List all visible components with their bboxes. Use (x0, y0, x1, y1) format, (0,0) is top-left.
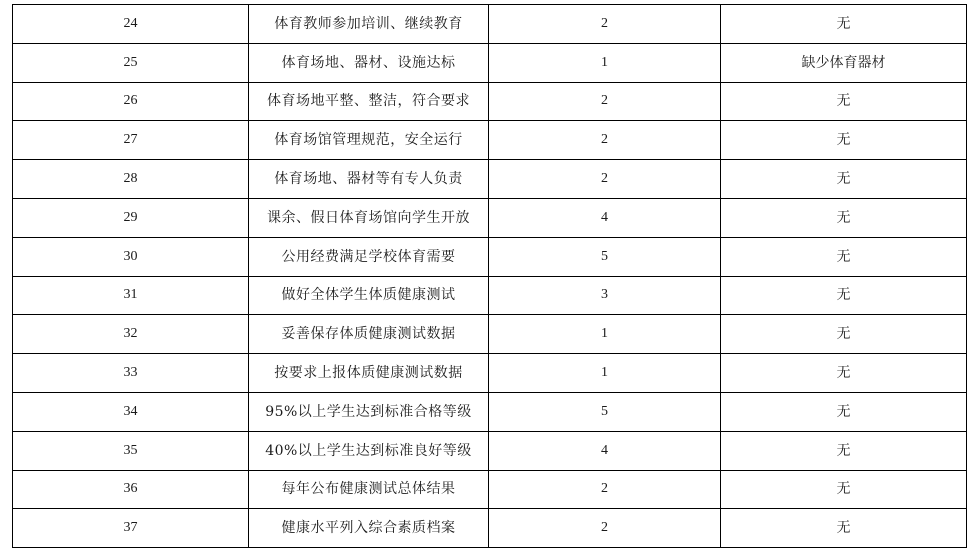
score-cell: 4 (489, 431, 721, 470)
score-cell: 2 (489, 470, 721, 509)
score-cell: 2 (489, 160, 721, 199)
score-cell: 5 (489, 392, 721, 431)
row-number-cell: 32 (13, 315, 249, 354)
item-cell: 公用经费满足学校体育需要 (249, 237, 489, 276)
note-cell: 无 (721, 431, 967, 470)
note-cell: 无 (721, 315, 967, 354)
table-body (13, 5, 967, 548)
note-cell: 无 (721, 237, 967, 276)
row-number-cell: 24 (13, 5, 249, 44)
item-cell: 体育场地、器材、设施达标 (249, 43, 489, 82)
item-cell: 95%以上学生达到标准合格等级 (249, 392, 489, 431)
row-number-cell: 31 (13, 276, 249, 315)
note-cell: 无 (721, 5, 967, 44)
item-cell: 按要求上报体质健康测试数据 (249, 354, 489, 393)
note-cell: 无 (721, 82, 967, 121)
table-row (13, 121, 967, 160)
item-cell: 体育场馆管理规范，安全运行 (249, 121, 489, 160)
score-cell: 2 (489, 121, 721, 160)
item-cell: 体育场地、器材等有专人负责 (249, 160, 489, 199)
score-cell: 2 (489, 5, 721, 44)
row-number-cell: 29 (13, 198, 249, 237)
item-cell: 课余、假日体育场馆向学生开放 (249, 198, 489, 237)
note-cell: 无 (721, 354, 967, 393)
row-number-cell: 36 (13, 470, 249, 509)
note-cell: 无 (721, 392, 967, 431)
score-cell: 1 (489, 354, 721, 393)
item-cell: 40%以上学生达到标准良好等级 (249, 431, 489, 470)
table-row (13, 392, 967, 431)
table-row (13, 160, 967, 199)
note-cell: 无 (721, 509, 967, 548)
table-row (13, 43, 967, 82)
row-number-cell: 28 (13, 160, 249, 199)
table-row (13, 315, 967, 354)
note-cell: 无 (721, 121, 967, 160)
row-number-cell: 35 (13, 431, 249, 470)
evaluation-table (12, 4, 967, 548)
row-number-cell: 27 (13, 121, 249, 160)
score-cell: 2 (489, 82, 721, 121)
table-row (13, 276, 967, 315)
score-cell: 5 (489, 237, 721, 276)
row-number-cell: 34 (13, 392, 249, 431)
item-cell: 妥善保存体质健康测试数据 (249, 315, 489, 354)
note-cell: 无 (721, 276, 967, 315)
note-cell: 缺少体育器材 (721, 43, 967, 82)
note-cell: 无 (721, 160, 967, 199)
note-cell: 无 (721, 198, 967, 237)
table-row (13, 82, 967, 121)
table-row (13, 5, 967, 44)
item-cell: 体育场地平整、整洁，符合要求 (249, 82, 489, 121)
score-cell: 1 (489, 315, 721, 354)
item-cell: 体育教师参加培训、继续教育 (249, 5, 489, 44)
table-row (13, 354, 967, 393)
row-number-cell: 30 (13, 237, 249, 276)
score-cell: 1 (489, 43, 721, 82)
table-row (13, 431, 967, 470)
table-row (13, 237, 967, 276)
row-number-cell: 37 (13, 509, 249, 548)
row-number-cell: 25 (13, 43, 249, 82)
item-cell: 健康水平列入综合素质档案 (249, 509, 489, 548)
score-cell: 2 (489, 509, 721, 548)
row-number-cell: 33 (13, 354, 249, 393)
score-cell: 4 (489, 198, 721, 237)
note-cell: 无 (721, 470, 967, 509)
table-row (13, 470, 967, 509)
item-cell: 做好全体学生体质健康测试 (249, 276, 489, 315)
item-cell: 每年公布健康测试总体结果 (249, 470, 489, 509)
score-cell: 3 (489, 276, 721, 315)
table-row (13, 509, 967, 548)
table-row (13, 198, 967, 237)
row-number-cell: 26 (13, 82, 249, 121)
